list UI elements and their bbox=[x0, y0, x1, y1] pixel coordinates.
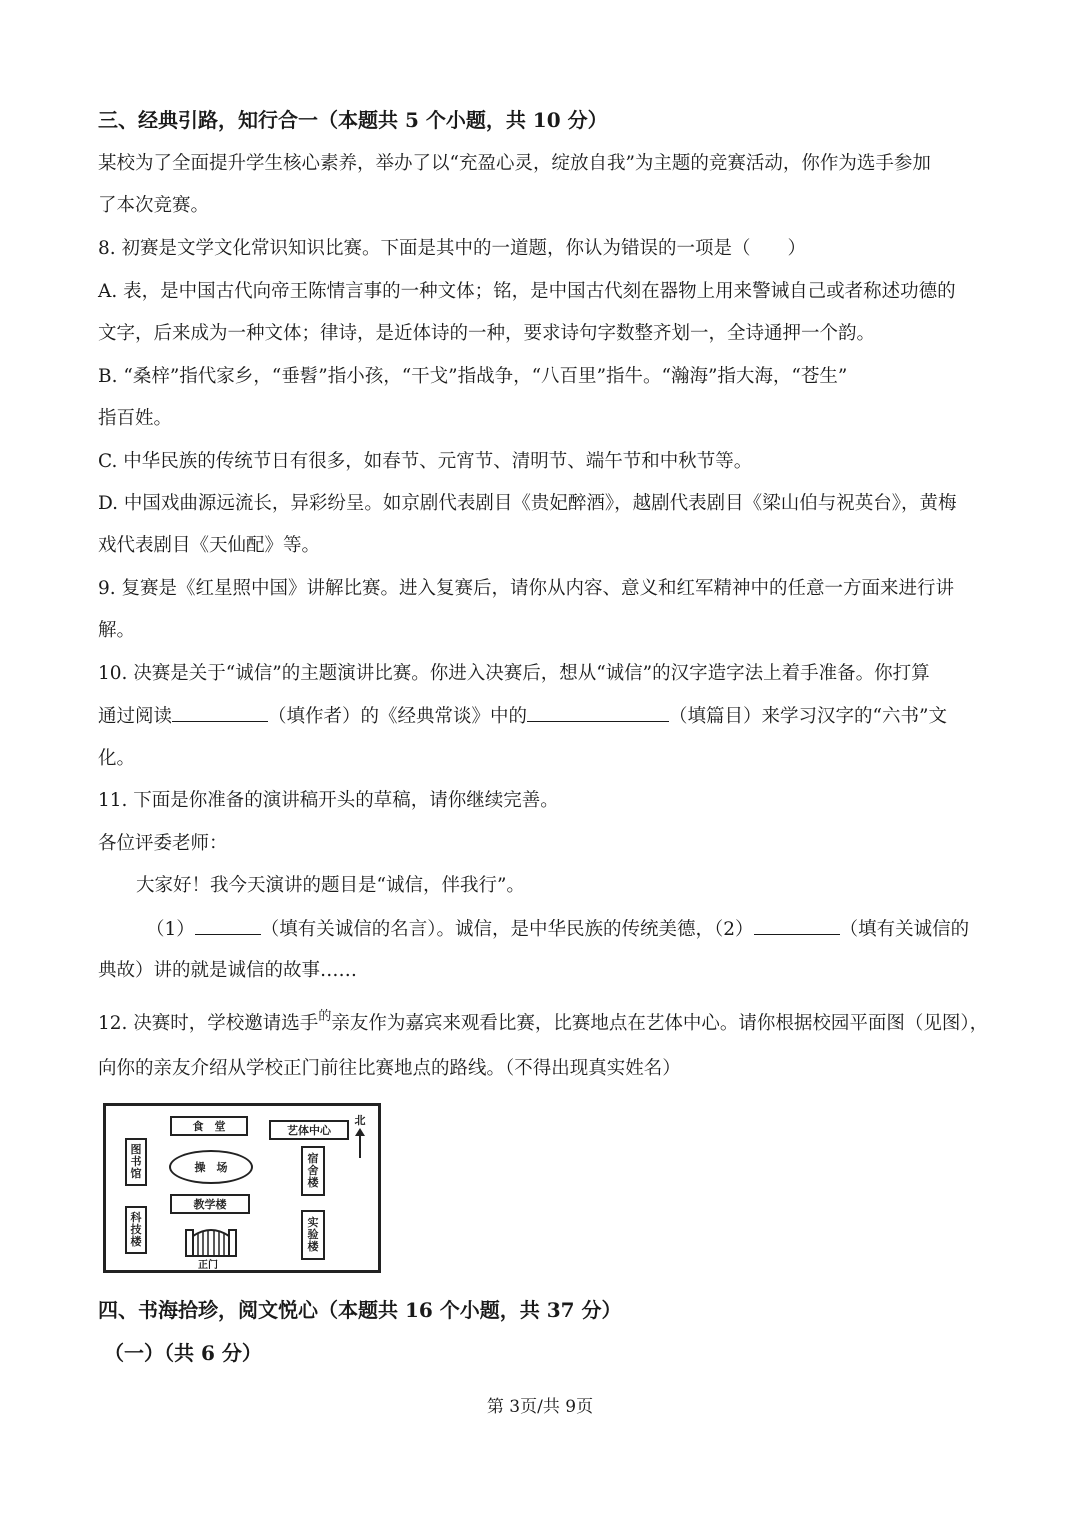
science-building-char: 技 bbox=[130, 1223, 142, 1236]
arts-center-box: 艺体中心 bbox=[269, 1120, 349, 1140]
arrow-shaft bbox=[359, 1136, 361, 1158]
question-8-option-b-line-1: B. “桑梓”指代家乡，“垂髫”指小孩，“干戈”指战争，“八百里”指牛。“瀚海”指大海，“苍生” bbox=[98, 366, 848, 387]
speech-line-1: 大家好！我今天演讲的题目是“诚信，伴我行”。 bbox=[136, 875, 525, 896]
north-label: 北 bbox=[354, 1114, 366, 1127]
canteen-box: 食 堂 bbox=[170, 1116, 248, 1136]
question-12-line-2: 向你的亲友介绍从学校正门前往比赛地点的路线。（不得出现真实姓名） bbox=[98, 1058, 681, 1079]
question-8-option-a-line-1: A. 表，是中国古代向帝王陈情言事的一种文体；铭，是中国古代刻在器物上用来警诫自己或者称述功德的 bbox=[98, 281, 956, 302]
section-4-subheading: （一）（共 6 分） bbox=[104, 1341, 262, 1365]
lab-building-char: 楼 bbox=[307, 1240, 319, 1253]
section-3-intro-line-1: 某校为了全面提升学生核心素养，举办了以“充盈心灵，绽放自我”为主题的竞赛活动，你作为选手参加 bbox=[98, 153, 931, 174]
author-blank[interactable] bbox=[172, 703, 268, 722]
science-building-char: 楼 bbox=[130, 1235, 142, 1248]
speech-text-b: （填有关诚信的名言）。诚信，是中华民族的传统美德，（2） bbox=[260, 919, 754, 940]
question-12-text-a: 12. 决赛时，学校邀请选手 bbox=[98, 1013, 319, 1034]
question-8-option-c: C. 中华民族的传统节日有很多，如春节、元宵节、清明节、端午节和中秋节等。 bbox=[98, 451, 753, 472]
speech-line-3: 典故）讲的就是诚信的故事…… bbox=[98, 960, 358, 981]
section-4-heading: 四、书海拾珍，阅文悦心（本题共 16 个小题，共 37 分） bbox=[98, 1298, 622, 1322]
playground-ellipse: 操 场 bbox=[169, 1150, 253, 1184]
question-11-stem: 11. 下面是你准备的演讲稿开头的草稿，请你继续完善。 bbox=[98, 790, 559, 811]
lab-building-box bbox=[301, 1210, 325, 1260]
north-arrow bbox=[352, 1112, 368, 1158]
question-12-text-b: 亲友作为嘉宾来观看比赛，比赛地点在艺体中心。请你根据校园平面图（见图）， bbox=[331, 1013, 989, 1034]
story-blank[interactable] bbox=[754, 916, 840, 935]
main-gate-icon bbox=[184, 1222, 238, 1258]
science-building-char: 科 bbox=[130, 1211, 142, 1224]
question-9-line-1: 9. 复赛是《红星照中国》讲解比赛。进入复赛后，请你从内容、意义和红军精神中的任意一方面来进行讲 bbox=[98, 578, 955, 599]
speech-salutation: 各位评委老师： bbox=[98, 833, 228, 854]
question-8-option-b-line-2: 指百姓。 bbox=[98, 408, 173, 429]
section-3-intro-line-2: 了本次竞赛。 bbox=[98, 195, 210, 216]
question-12-line-1 bbox=[98, 1011, 988, 1039]
dormitory-char: 楼 bbox=[307, 1176, 319, 1189]
speech-text-c: （填有关诚信的 bbox=[839, 919, 970, 940]
lab-building-char: 实 bbox=[307, 1216, 319, 1229]
question-12-superscript: 的 bbox=[318, 1009, 332, 1024]
teaching-building-box: 教学楼 bbox=[170, 1194, 250, 1214]
question-10-line-1: 10. 决赛是关于“诚信”的主题演讲比赛。你进入决赛后，想从“诚信”的汉字造字法上着手准备。你打算 bbox=[98, 663, 930, 684]
lab-building-char: 验 bbox=[307, 1228, 319, 1241]
question-10-text-a: 通过阅读 bbox=[98, 706, 173, 727]
question-9-line-2: 解。 bbox=[98, 620, 136, 641]
dormitory-char: 宿 bbox=[307, 1152, 319, 1165]
question-10-line-3: 化。 bbox=[98, 748, 136, 769]
speech-line-2 bbox=[146, 916, 969, 943]
section-3-heading: 三、经典引路，知行合一（本题共 5 个小题，共 10 分） bbox=[98, 108, 608, 132]
question-10-text-b: （填作者）的《经典常谈》中的 bbox=[268, 706, 528, 727]
question-8-option-d-line-2: 戏代表剧目《天仙配》等。 bbox=[98, 535, 321, 556]
campus-map bbox=[103, 1103, 381, 1273]
dormitory-char: 舍 bbox=[307, 1164, 319, 1177]
science-building-box bbox=[125, 1206, 147, 1254]
speech-text-a: （1） bbox=[146, 919, 195, 940]
page-footer: 第 3页/共 9页 bbox=[486, 1397, 594, 1417]
arrow-head-icon bbox=[355, 1128, 365, 1136]
library-char: 馆 bbox=[130, 1167, 142, 1180]
question-8-option-d-line-1: D. 中国戏曲源远流长，异彩纷呈。如京剧代表剧目《贵妃醉酒》，越剧代表剧目《梁山伯与祝英台》，黄梅 bbox=[98, 493, 957, 514]
question-10-text-c: （填篇目）来学习汉字的“六书”文 bbox=[669, 706, 947, 727]
library-char: 图 bbox=[130, 1143, 142, 1156]
library-box bbox=[125, 1138, 147, 1186]
question-10-line-2 bbox=[98, 703, 947, 730]
dormitory-box bbox=[301, 1146, 325, 1196]
question-8-option-a-line-2: 文字，后来成为一种文体；律诗，是近体诗的一种，要求诗句字数整齐划一，全诗通押一个韵。 bbox=[98, 323, 876, 344]
chapter-blank[interactable] bbox=[527, 703, 669, 722]
library-char: 书 bbox=[130, 1155, 142, 1168]
question-8-stem: 8. 初赛是文学文化常识知识比赛。下面是其中的一道题，你认为错误的一项是（ ） bbox=[98, 238, 807, 259]
quote-blank[interactable] bbox=[195, 916, 261, 935]
main-gate-label: 正门 bbox=[198, 1260, 218, 1271]
